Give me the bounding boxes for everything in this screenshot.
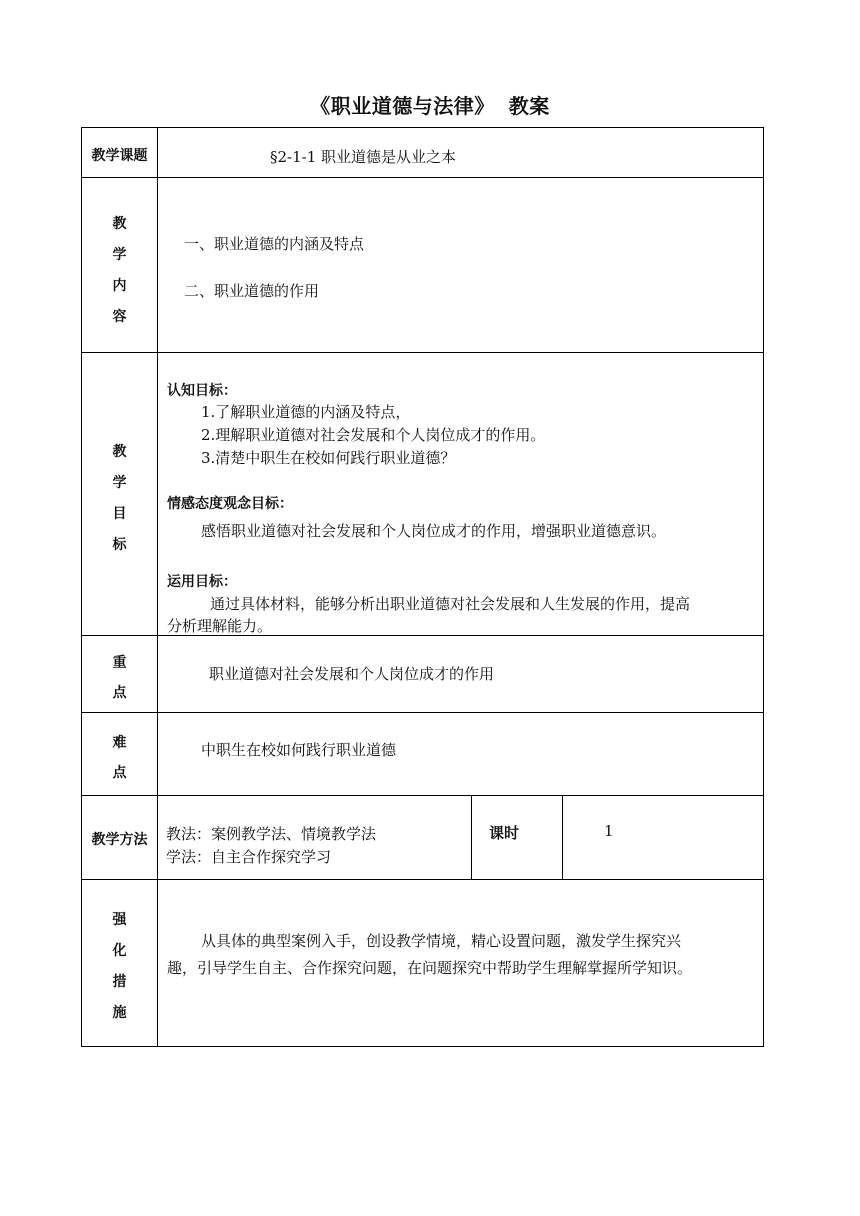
difficulties-label-char: 难 <box>112 735 127 751</box>
content-label-cell <box>81 177 158 353</box>
cognitive-item: 3.清楚中职生在校如何践行职业道德？ <box>201 449 456 467</box>
learning-method: 学法：自主合作探究学习 <box>166 848 332 866</box>
measures-label-char: 强 <box>112 912 127 928</box>
difficulties-label-char: 点 <box>112 765 127 781</box>
goals-label-char: 标 <box>112 537 127 553</box>
goals-label-char: 学 <box>112 475 127 491</box>
title-main: 《职业道德与法律》 <box>310 94 495 118</box>
key-points-label-char: 点 <box>112 685 127 701</box>
measures-text-line1: 从具体的典型案例入手，创设教学情境，精心设置问题，激发学生探究兴 <box>201 932 682 950</box>
content-item: 二、职业道德的作用 <box>184 282 320 300</box>
measures-label-char: 措 <box>112 974 127 990</box>
application-text-line2: 分析理解能力。 <box>167 617 273 635</box>
cognitive-item: 1.了解职业道德的内涵及特点， <box>201 403 411 421</box>
hours-label: 课时 <box>489 824 520 842</box>
topic-label-cell <box>81 127 158 178</box>
topic-label: 教学课题 <box>91 148 148 164</box>
application-text-line1: 通过具体材料，能够分析出职业道德对社会发展和人生发展的作用，提高 <box>210 595 691 613</box>
document-title <box>0 90 860 119</box>
content-value-cell <box>158 177 764 353</box>
content-label-char: 容 <box>112 309 127 325</box>
topic-value: §2-1-1 职业道德是从业之本 <box>270 148 457 166</box>
measures-text-line2: 趣，引导学生自主、合作探究问题，在问题探究中帮助学生理解掌握所学知识。 <box>167 959 693 977</box>
content-label-char: 内 <box>112 278 127 294</box>
measures-label-char: 化 <box>112 943 127 959</box>
hours-label-cell <box>471 795 563 880</box>
goals-label-char: 目 <box>112 506 127 522</box>
difficulties-label-cell <box>81 712 158 796</box>
key-points-label-cell <box>81 635 158 713</box>
content-label-char: 学 <box>112 247 127 263</box>
emotion-text: 感悟职业道德对社会发展和个人岗位成才的作用，增强职业道德意识。 <box>201 522 667 540</box>
method-value-cell <box>158 795 472 880</box>
goals-value-cell <box>158 352 764 636</box>
measures-value-cell <box>158 879 764 1047</box>
content-item: 一、职业道德的内涵及特点 <box>184 235 365 253</box>
measures-label-cell <box>81 879 158 1047</box>
difficulties-value-cell <box>158 712 764 796</box>
measures-label-char: 施 <box>112 1005 127 1021</box>
hours-value-cell <box>562 795 764 880</box>
emotion-heading: 情感态度观念目标： <box>167 496 293 512</box>
goals-label-char: 教 <box>112 444 127 460</box>
title-suffix: 教案 <box>508 94 550 118</box>
key-points-label-char: 重 <box>112 655 127 671</box>
method-label-cell <box>81 795 158 880</box>
content-label-char: 教 <box>112 216 127 232</box>
topic-value-cell <box>158 127 764 178</box>
key-points-value-cell <box>158 635 764 713</box>
cognitive-heading: 认知目标： <box>167 383 237 399</box>
method-label: 教学方法 <box>91 832 148 848</box>
goals-label-cell <box>81 352 158 636</box>
cognitive-item: 2.理解职业道德对社会发展和个人岗位成才的作用。 <box>201 426 546 444</box>
key-points-value: 职业道德对社会发展和个人岗位成才的作用 <box>209 665 495 683</box>
teaching-method: 教法：案例教学法、情境教学法 <box>166 825 377 843</box>
application-heading: 运用目标： <box>167 574 237 590</box>
hours-value: 1 <box>604 822 614 840</box>
difficulties-value: 中职生在校如何践行职业道德 <box>201 741 397 759</box>
